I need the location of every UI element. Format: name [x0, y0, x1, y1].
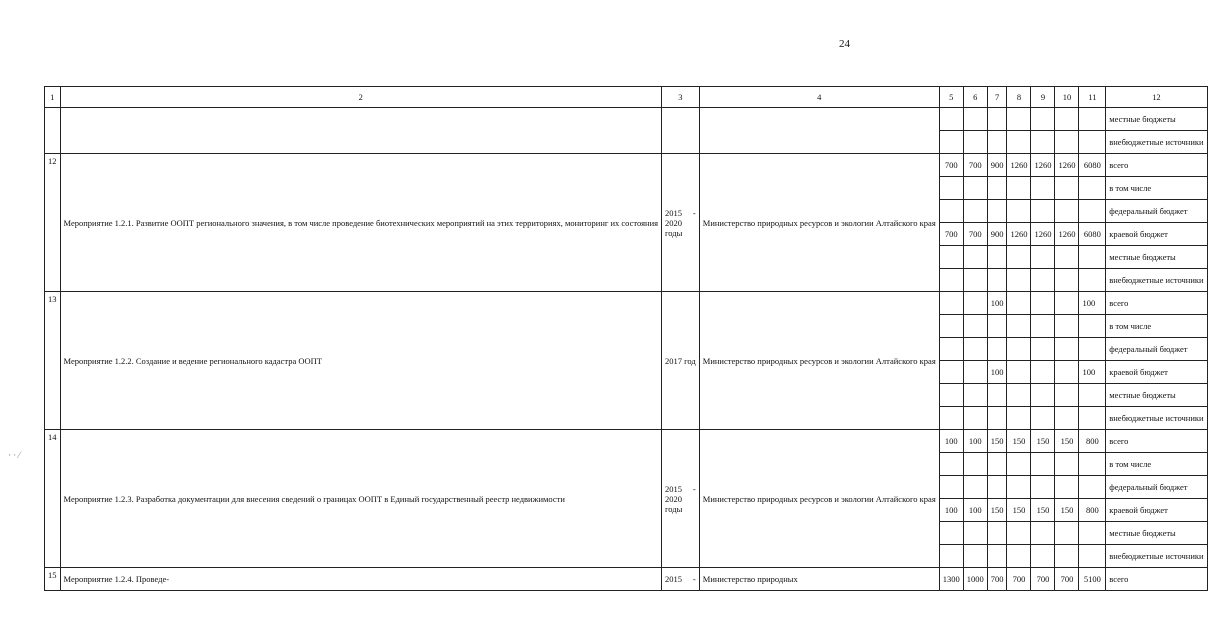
value-cell: 150	[1031, 499, 1055, 522]
source-label: местные бюджеты	[1106, 384, 1207, 407]
value-cell: 700	[963, 223, 987, 246]
margin-mark: · · ⁄	[8, 450, 20, 460]
value-cell: 150	[1007, 430, 1031, 453]
source-label: краевой бюджет	[1106, 499, 1207, 522]
value-cell: 5100	[1079, 568, 1106, 591]
value-cell: 700	[963, 154, 987, 177]
source-label: федеральный бюджет	[1106, 338, 1207, 361]
row-number: 14	[45, 430, 61, 568]
value-cell: 100	[963, 430, 987, 453]
value-cell: 700	[1031, 568, 1055, 591]
source-label: внебюджетные источники	[1106, 131, 1207, 154]
value-cell: 800	[1079, 499, 1106, 522]
value-cell: 100	[1079, 292, 1106, 315]
value-cell: 1260	[1055, 223, 1079, 246]
activity-name: Мероприятие 1.2.1. Развитие ООПТ регионального значения, в том числе проведение биотехнических мероприятий на этих территориях, мониторинг их состояния	[60, 154, 662, 292]
source-label: краевой бюджет	[1106, 361, 1207, 384]
activity-name: Мероприятие 1.2.3. Разработка документации для внесения сведений о границах ООПТ в Единый государственный реестр недвижимости	[60, 430, 662, 568]
table-row	[45, 292, 1208, 315]
value-cell: 900	[987, 154, 1007, 177]
table-row	[45, 154, 1208, 177]
header-cell: 12	[1106, 87, 1207, 108]
source-label: всего	[1106, 568, 1207, 591]
table-row	[45, 108, 1208, 131]
header-cell: 2	[60, 87, 662, 108]
table-row	[45, 430, 1208, 453]
program-table	[44, 86, 1208, 591]
header-cell: 11	[1079, 87, 1106, 108]
value-cell: 700	[987, 568, 1007, 591]
source-label: внебюджетные источники	[1106, 545, 1207, 568]
value-cell: 900	[987, 223, 1007, 246]
source-label: в том числе	[1106, 177, 1207, 200]
period: 2015 - 2020 годы	[662, 430, 700, 568]
period: 2015 -	[662, 568, 700, 591]
table-row	[45, 568, 1208, 591]
value-cell: 700	[1055, 568, 1079, 591]
source-label: всего	[1106, 292, 1207, 315]
header-cell: 1	[45, 87, 61, 108]
cell-empty	[699, 108, 939, 154]
value-cell: 100	[939, 430, 963, 453]
period: 2015 - 2020 годы	[662, 154, 700, 292]
source-label: федеральный бюджет	[1106, 476, 1207, 499]
page-number: 24	[839, 38, 850, 50]
value-cell: 1260	[1031, 154, 1055, 177]
cell-empty	[662, 108, 700, 154]
source-label: внебюджетные источники	[1106, 407, 1207, 430]
value-cell: 1300	[939, 568, 963, 591]
source-label: федеральный бюджет	[1106, 200, 1207, 223]
value-cell: 150	[1055, 499, 1079, 522]
value-cell: 100	[1079, 361, 1106, 384]
value-cell: 150	[987, 499, 1007, 522]
value-cell: 1000	[963, 568, 987, 591]
value-cell: 1260	[1031, 223, 1055, 246]
table-header-row	[45, 87, 1208, 108]
value-cell: 100	[963, 499, 987, 522]
header-cell: 4	[699, 87, 939, 108]
cell-empty	[60, 108, 662, 154]
row-number: 12	[45, 154, 61, 292]
value-cell: 700	[939, 223, 963, 246]
value-cell: 700	[939, 154, 963, 177]
value-cell: 100	[939, 499, 963, 522]
executor: Министерство природных	[699, 568, 939, 591]
value-cell: 100	[987, 292, 1007, 315]
source-label: всего	[1106, 430, 1207, 453]
value-cell: 800	[1079, 430, 1106, 453]
value-cell: 1260	[1007, 223, 1031, 246]
period: 2017 год	[662, 292, 700, 430]
executor: Министерство природных ресурсов и экологии Алтайского края	[699, 292, 939, 430]
row-number: 13	[45, 292, 61, 430]
source-label: в том числе	[1106, 453, 1207, 476]
activity-name: Мероприятие 1.2.2. Создание и ведение регионального кадастра ООПТ	[60, 292, 662, 430]
activity-name: Мероприятие 1.2.4. Проведе-	[60, 568, 662, 591]
source-label: местные бюджеты	[1106, 108, 1207, 131]
source-label: внебюджетные источники	[1106, 269, 1207, 292]
value-cell: 1260	[1055, 154, 1079, 177]
cell-empty	[45, 108, 61, 154]
header-cell: 9	[1031, 87, 1055, 108]
executor: Министерство природных ресурсов и экологии Алтайского края	[699, 430, 939, 568]
row-number: 15	[45, 568, 61, 591]
header-cell: 5	[939, 87, 963, 108]
value-cell: 6080	[1079, 154, 1106, 177]
executor: Министерство природных ресурсов и экологии Алтайского края	[699, 154, 939, 292]
value-cell: 6080	[1079, 223, 1106, 246]
header-cell: 6	[963, 87, 987, 108]
source-label: краевой бюджет	[1106, 223, 1207, 246]
header-cell: 7	[987, 87, 1007, 108]
value-cell: 700	[1007, 568, 1031, 591]
source-label: местные бюджеты	[1106, 522, 1207, 545]
value-cell: 150	[1055, 430, 1079, 453]
source-label: в том числе	[1106, 315, 1207, 338]
value-cell: 100	[987, 361, 1007, 384]
source-label: местные бюджеты	[1106, 246, 1207, 269]
header-cell: 10	[1055, 87, 1079, 108]
header-cell: 3	[662, 87, 700, 108]
value-cell: 150	[1031, 430, 1055, 453]
value-cell: 150	[987, 430, 1007, 453]
value-cell: 1260	[1007, 154, 1031, 177]
header-cell: 8	[1007, 87, 1031, 108]
value-cell: 150	[1007, 499, 1031, 522]
source-label: всего	[1106, 154, 1207, 177]
